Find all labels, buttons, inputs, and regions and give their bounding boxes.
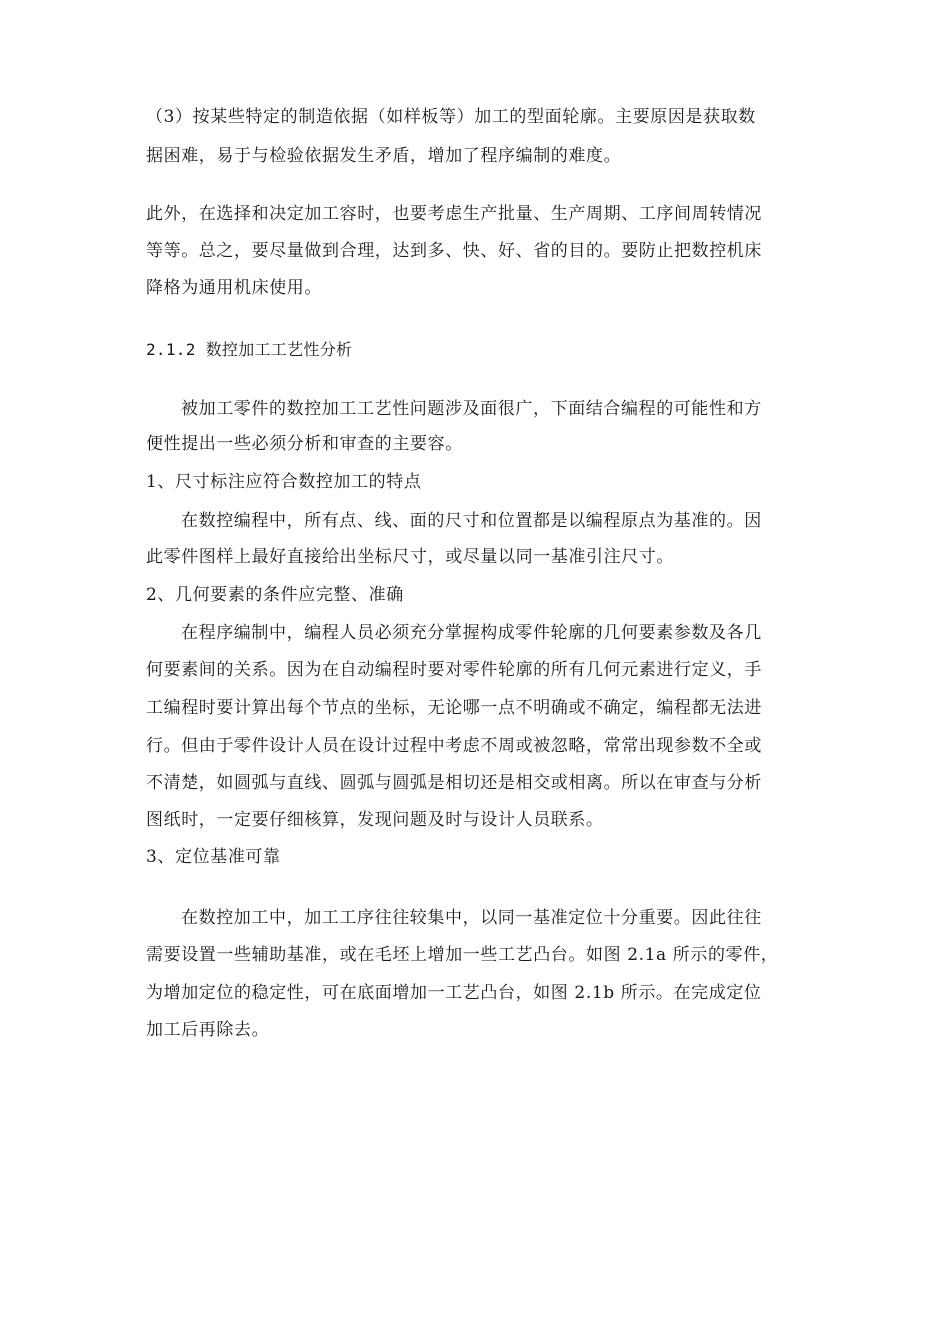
text-line: 据困难，易于与检验依据发生矛盾，增加了程序编制的难度。 <box>146 146 622 166</box>
text-line: 不清楚，如圆弧与直线、圆弧与圆弧是相切还是相交或相离。所以在审查与分析 <box>146 773 762 793</box>
text-line: 等等。总之，要尽量做到合理，达到多、快、好、省的目的。要防止把数控机床 <box>146 241 762 261</box>
text-line: 何要素间的关系。因为在自动编程时要对零件轮廓的所有几何元素进行定义，手 <box>146 660 762 680</box>
text-line: 在数控编程中，所有点、线、面的尺寸和位置都是以编程原点为基准的。因 <box>181 511 762 531</box>
text-line: （3）按某些特定的制造依据（如样板等）加工的型面轮廓。主要原因是获取数 <box>146 107 756 127</box>
text-line: 降格为通用机床使用。 <box>146 278 322 298</box>
text-line: 工编程时要计算出每个节点的坐标，无论哪一点不明确或不确定，编程都无法进 <box>146 698 762 718</box>
text-line: 行。但由于零件设计人员在设计过程中考虑不周或被忽略，常常出现参数不全或 <box>146 736 762 756</box>
text-line: 图纸时，一定要仔细核算，发现问题及时与设计人员联系。 <box>146 810 604 830</box>
text-line: 在数控加工中，加工工序往往较集中，以同一基准定位十分重要。因此往往 <box>181 908 762 928</box>
text-line: 此外，在选择和决定加工容时，也要考虑生产批量、生产周期、工序间周转情况 <box>146 204 762 224</box>
text-line: 此零件图样上最好直接给出坐标尺寸，或尽量以同一基准引注尺寸。 <box>146 547 674 567</box>
section-heading: 2.1.2 数控加工工艺性分析 <box>146 340 353 359</box>
text-line: 被加工零件的数控加工工艺性问题涉及面很广，下面结合编程的可能性和方 <box>181 399 762 419</box>
item-title: 2、几何要素的条件应完整、准确 <box>146 585 404 605</box>
text-line: 为增加定位的稳定性，可在底面增加一工艺凸台，如图 2.1b 所示。在完成定位 <box>146 983 762 1003</box>
item-title: 3、定位基准可靠 <box>146 847 281 867</box>
item-title: 1、尺寸标注应符合数控加工的特点 <box>146 472 422 492</box>
text-line: 需要设置一些辅助基准，或在毛坯上增加一些工艺凸台。如图 2.1a 所示的零件， <box>146 945 779 965</box>
text-line: 加工后再除去。 <box>146 1020 270 1040</box>
text-line: 便性提出一些必须分析和审查的主要容。 <box>146 434 463 454</box>
text-line: 在程序编制中，编程人员必须充分掌握构成零件轮廓的几何要素参数及各几 <box>181 623 762 643</box>
